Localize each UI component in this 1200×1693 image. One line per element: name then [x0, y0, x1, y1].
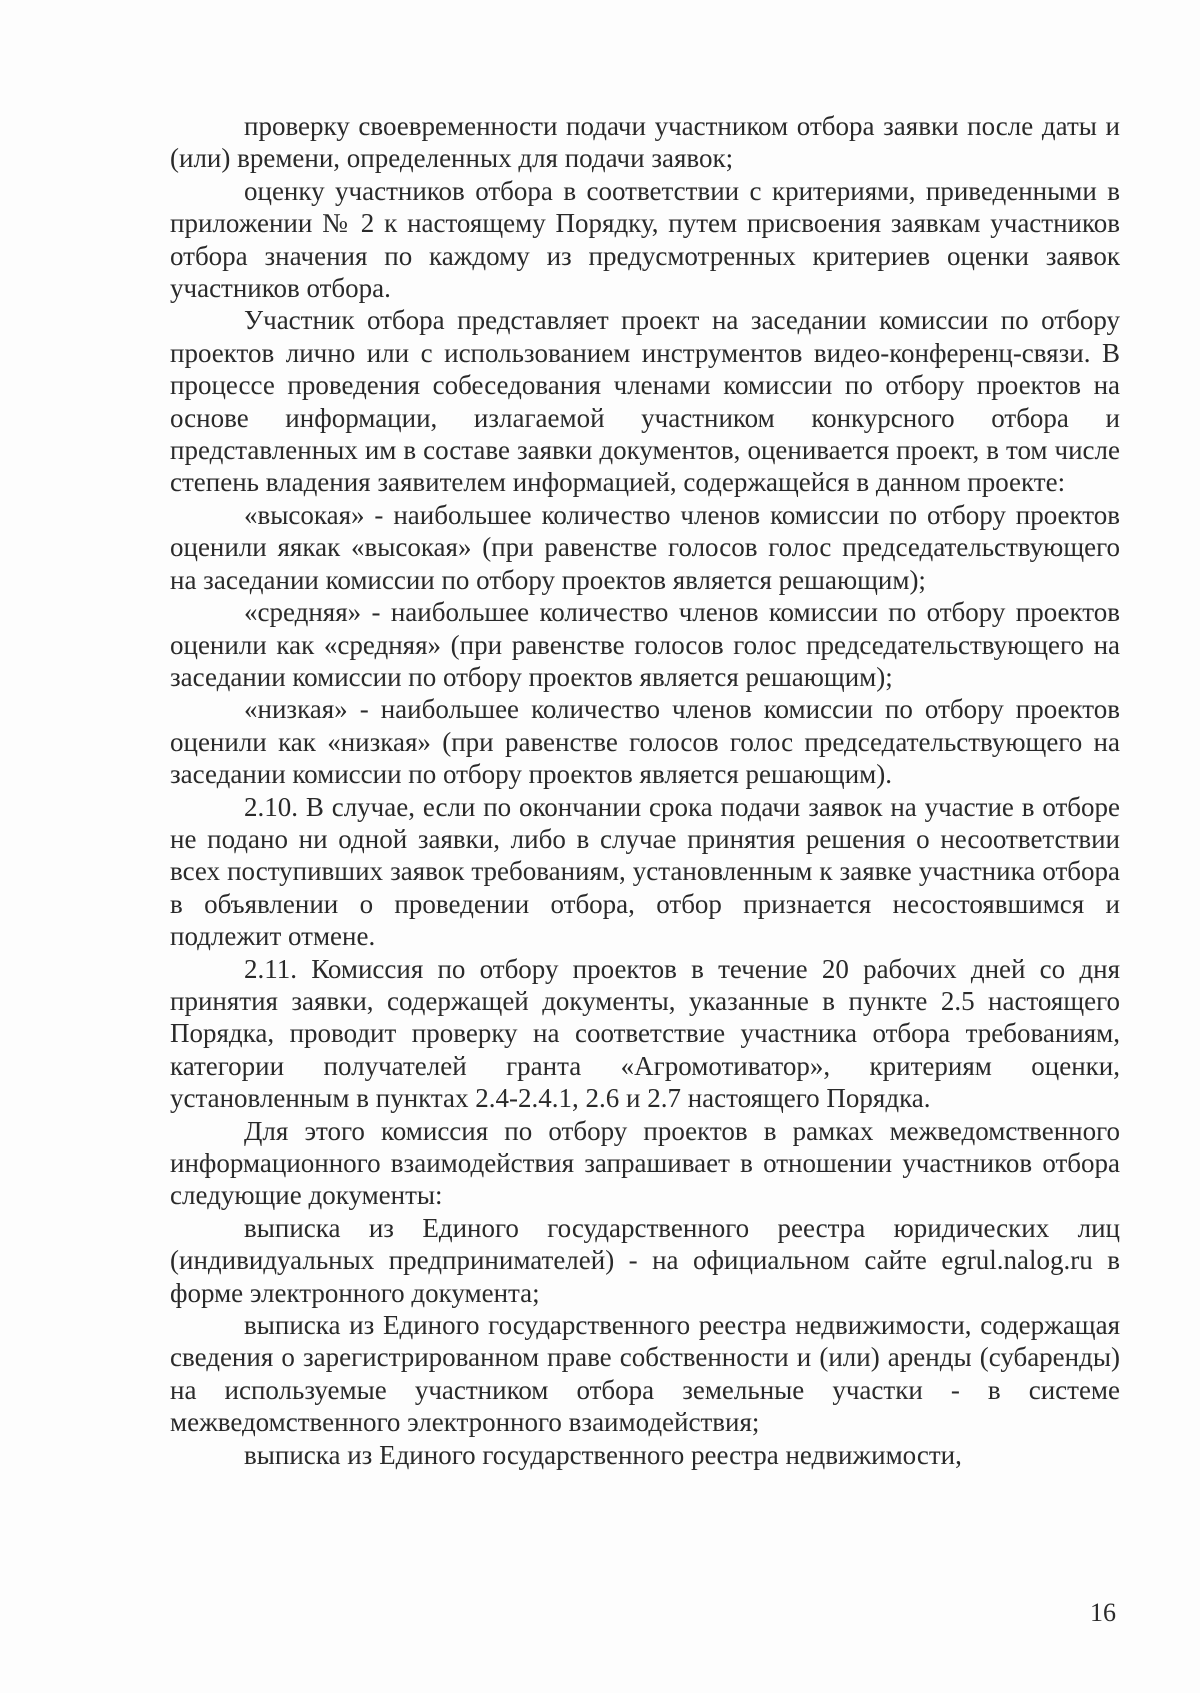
paragraph-3: Участник отбора представляет проект на заседании комиссии по отбору проектов лично или с использованием инструментов видео-конференц-связи. В процессе проведения собеседования членами комиссии по отбору проектов на основе информации, излагаемой участником конкурсного отбора и представленных им в составе заявки документов, оценивается проект, в том числе степень владения заявителем информацией, содержащейся в данном проекте: [170, 305, 1120, 498]
document-body [170, 110, 1120, 1471]
paragraph-11: выписка из Единого государственного реестра недвижимости, содержащая сведения о зарегистрированном праве собственности и (или) аренды (субаренды) на используемые участником отбора земельные участки - в системе межведомственного электронного взаимодействия; [170, 1310, 1120, 1438]
paragraph-9: Для этого комиссия по отбору проектов в рамках межведомственного информационного взаимодействия запрашивает в отношении участников отбора следующие документы: [170, 1115, 1120, 1211]
paragraph-4: «высокая» - наибольшее количество членов комиссии по отбору проектов оценили яякак «высокая» (при равенстве голосов голос председательствующего на заседании комиссии по отбору проектов является решающим); [170, 499, 1120, 595]
page-number: 16 [1090, 1598, 1116, 1627]
paragraph-5: «средняя» - наибольшее количество членов комиссии по отбору проектов оценили как «средняя» (при равенстве голосов голос председательствующего на заседании комиссии по отбору проектов является решающим); [170, 597, 1120, 692]
paragraph-2: оценку участников отбора в соответствии с критериями, приведенными в приложении № 2 к настоящему Порядку, путем присвоения заявкам участников отбора значения по каждому из предусмотренных критериев оценки заявок участников отбора. [170, 175, 1120, 304]
paragraph-10: выписка из Единого государственного реестра юридических лиц (индивидуальных предпринимателей) - на официальном сайте egrul.nalog.ru в форме электронного документа; [170, 1212, 1120, 1308]
paragraph-1: проверку своевременности подачи участником отбора заявки после даты и (или) времени, определенных для подачи заявок; [170, 111, 1120, 174]
paragraph-7: 2.10. В случае, если по окончании срока подачи заявок на участие в отборе не подано ни одной заявки, либо в случае принятия решения о несоответствии всех поступивших заявок требованиям, установленным к заявке участника отбора в объявлении о проведении отбора, отбор признается несостоявшимся и подлежит отмене. [170, 791, 1120, 952]
paragraph-8: 2.11. Комиссия по отбору проектов в течение 20 рабочих дней со дня принятия заявки, содержащей документы, указанные в пункте 2.5 настоящего Порядка, проводит проверку на соответствие участника отбора требованиям, категории получателей гранта «Агромотиватор», критериям оценки, установленным в пунктах 2.4-2.4.1, 2.6 и 2.7 настоящего Порядка. [170, 953, 1120, 1114]
paragraph-12: выписка из Единого государственного реестра недвижимости, [244, 1439, 962, 1470]
paragraph-6: «низкая» - наибольшее количество членов комиссии по отбору проектов оценили как «низкая» (при равенстве голосов голос председательствующего на заседании комиссии по отбору проектов является решающим). [170, 694, 1120, 790]
